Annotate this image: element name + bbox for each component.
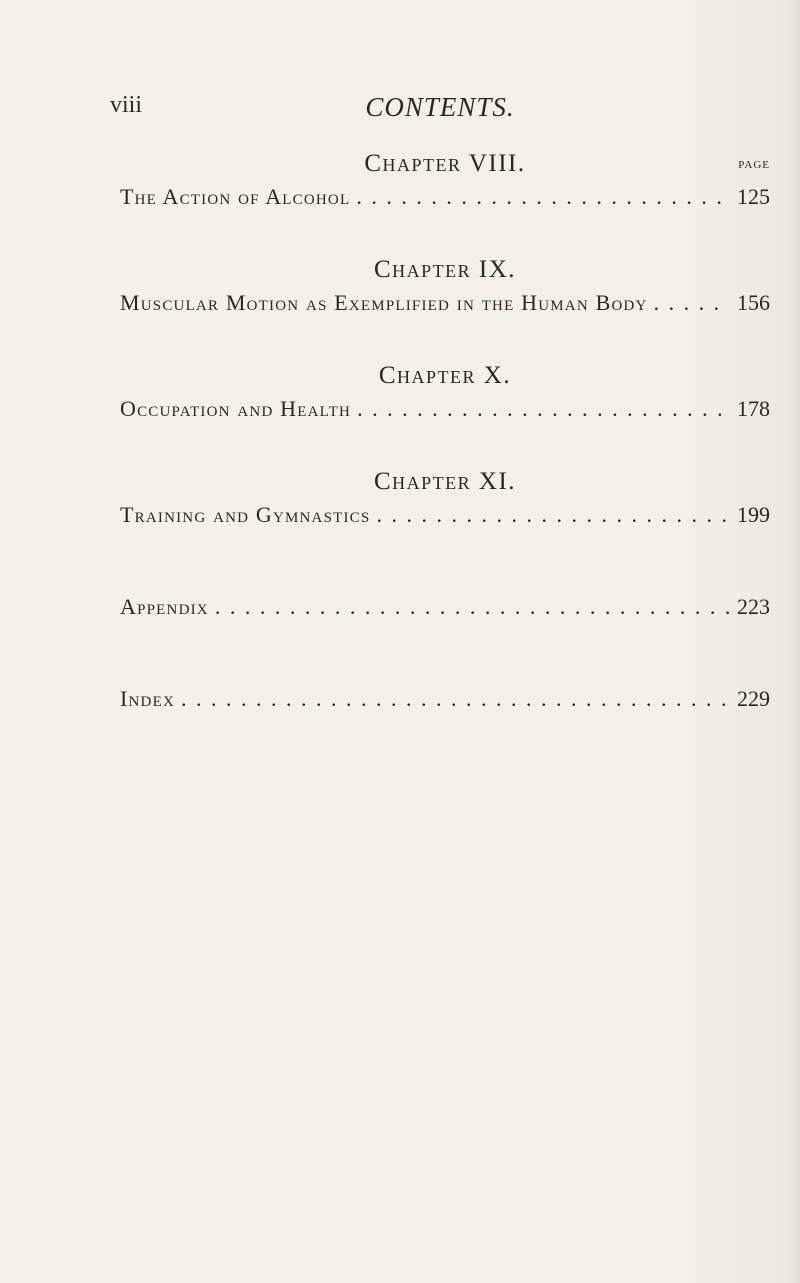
toc-entry	[120, 396, 770, 430]
toc-entry-index	[120, 686, 770, 720]
toc-entry-title: The Action of Alcohol	[120, 184, 351, 209]
toc-entry-page: 178	[737, 396, 770, 421]
toc-entry-page: 125	[737, 184, 770, 209]
toc-entry	[120, 184, 770, 218]
toc-entry-title: Muscular Motion as Exemplified in the Human Body	[120, 290, 648, 315]
dot-leader	[215, 594, 729, 620]
dot-leader	[376, 502, 729, 528]
table-of-contents	[120, 150, 770, 720]
page-column-label: page	[738, 156, 770, 172]
toc-entry-page: 199	[737, 502, 770, 527]
toc-entry	[120, 290, 770, 324]
dot-leader	[181, 686, 729, 712]
running-title: CONTENTS.	[365, 92, 515, 122]
chapter-heading-label: Chapter X.	[378, 362, 512, 389]
page-number: viii	[110, 92, 143, 118]
dot-leader	[357, 396, 729, 422]
toc-entry-page: 156	[737, 290, 770, 315]
toc-entry	[120, 502, 770, 536]
dot-leader	[654, 290, 729, 316]
chapter-heading	[120, 150, 770, 184]
chapter-heading	[120, 362, 770, 396]
toc-entry-page: 229	[737, 686, 770, 711]
chapter-heading	[120, 256, 770, 290]
toc-entry-title: Index	[120, 686, 175, 711]
toc-entry-title: Occupation and Health	[120, 396, 352, 421]
chapter-heading-label: Chapter XI.	[373, 468, 517, 495]
chapter-heading-label: Chapter VIII.	[364, 150, 526, 177]
chapter-heading-label: Chapter IX.	[373, 256, 517, 283]
toc-entry-appendix	[120, 594, 770, 628]
toc-entry-title: Appendix	[120, 594, 209, 619]
toc-entry-title: Training and Gymnastics	[120, 502, 371, 527]
running-header	[110, 92, 770, 132]
dot-leader	[356, 184, 729, 210]
chapter-heading	[120, 468, 770, 502]
toc-entry-page: 223	[737, 594, 770, 619]
page-edge-shadow	[788, 0, 800, 1283]
